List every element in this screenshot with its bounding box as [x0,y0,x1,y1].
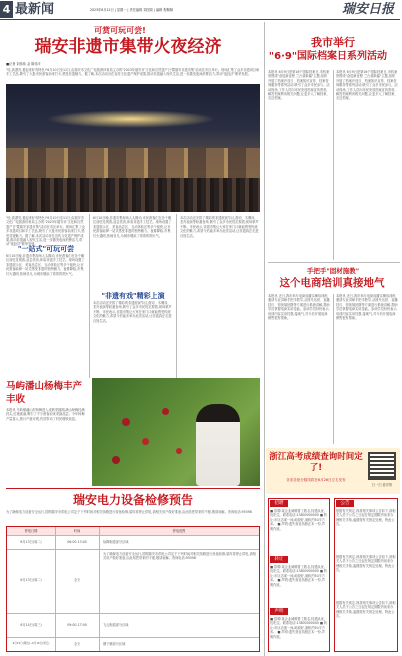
story-column-2a: 6月10日晚,非遗市集现场人头攒动,市民游客们在各个摊位前驻足观看,品尝美食,体验非遗手工技艺。现场设置了非遗展示区、美食品尝区、互动体验区等多个板块,让市民游客能够一站式感受非遗的独特魅力。夜幕降临,市集灯火通明,热闹非凡,为城市增添了浓浓的烟火气。 [93,216,172,238]
page-header [0,0,400,20]
archives-headline-2: "6·9"国际档案日系列活动 [268,51,388,62]
table-row [7,637,259,651]
classifieds-title: 招聘 [270,500,288,507]
row-time: 全天 [73,578,81,582]
night-market-photo [6,84,260,212]
story-column-1a: "哇,真漂亮,看起来好有特色!"6月10日至11日,由瑞安市文化广电旅游体育局主办的"2023年瑞安市'文化和自然遗产日'暨瑞安非遗市集"活动在市区举行。现场汇集了众多非遗项目和手工艺品,吸引了大批市民游客前来打卡,感受非遗魅力。据了解,本次活动旨在宣传文化遗产保护成果,推动非遗融入现代生活,进一步激发夜间消费活力,带动"夜经济"繁荣发展。 [6,216,85,247]
row-range: 飞云街道部分区域 [103,623,129,627]
header-rule [0,19,400,20]
outage-table [6,526,260,652]
photo-fruit-cluster [112,456,120,464]
qr-caption: 扫一扫 看详情 [371,483,393,487]
photo-fruit-cluster [162,408,169,415]
archives-headline-1: 我市举行 [311,36,355,49]
photo-stalls [6,148,260,178]
table-row [7,535,259,549]
photo-fruit-cluster [142,438,149,445]
notices-body: 根据有关规定,现将相关事项公告如下,请相关人员于公告之日起在规定期限内前来办理相关手续,逾期按有关规定处理。特此公告。 [336,509,396,527]
story-column-1b: 6月10日晚,非遗市集现场人头攒动,市民游客们在各个摊位前驻足观看,品尝美食,体验非遗手工技艺。现场设置了非遗展示区、美食品尝区、互动体验区等多个板块,让市民游客能够一站式感受非遗的独特魅力。夜幕降临,市集灯火通明,热闹非凡,为城市增添了浓浓的烟火气。 [6,254,85,276]
photo-woman-figure [196,404,240,486]
table-header-range: 停电范围 [172,529,186,533]
ecommerce-headline: 这个电商培训真接地气 [279,277,385,289]
column-divider [89,214,90,378]
story-lead: "哇,真漂亮,看起来好有特色!"6月10日至11日,由瑞安市文化广电旅游体育局主办的"2023年瑞安市'文化和自然遗产日'暨瑞安非遗市集"活动在市区举行。现场汇集了众多非遗项目和手工艺品,吸引了大批市民游客前来打卡,感受非遗魅力。据了解,本次活动旨在宣传文化遗产保护成果,推动非遗融入现代生活,进一步激发夜间消费活力,带动"夜经济"繁荣发展。 [6,68,260,77]
archives-column-2: 本报讯 6月9日是第16个国际档案日,市档案馆围绕"奋进新征程 兰台谱新篇"主题,组织开展了档案开放日、档案知识宣传、档案咨询服务等系列活动,吸引了众多市民参与。活动现场,工作人员向市民发放档案宣传资料,解答档案利用相关问题,让更多人了解档案、走近档案。 [336,70,398,101]
section-title: 最新闻 [15,2,55,17]
masthead-logo: 瑞安日报 [341,2,394,17]
story-byline: ■记者 刘伟伟 金 陈伟平 [6,62,41,66]
row-date: 6月13日(周二) [20,578,42,582]
row-time: 09:00-17:00 [67,623,87,627]
ecommerce-kicker: 手把手"固材施教" [306,267,360,275]
bayberry-photo [92,378,260,486]
bayberry-headline: 马屿潘山杨梅丰产丰收 [6,381,83,405]
classifieds-body: ■ 招聘:某企业诚聘普工数名,待遇从优,包吃住。联系电话:13800000000 ■ 转让:市区店面一间,地段好,面积约50平方米。 ■ 声明:遗失营业执照正本一份,声明作废。 [270,509,328,531]
subhead-heritage-show: "非遗有戏"精彩上演 [101,292,165,300]
row-time: 全天 [73,642,81,646]
exam-headline: 浙江高考成绩查询时间定了! [269,452,363,473]
row-time: 06:00-13:00 [67,540,87,544]
table-header-row [7,527,259,535]
section-rule [6,488,260,489]
date-line: 2023年6月12日 | 星期一 | 责任编辑 刘国周 | 编辑 程佩佩 [90,8,173,12]
column-divider [333,70,334,260]
notices-body: 根据有关规定,现将相关事项公告如下,请相关人员于公告之日起在规定期限内前来办理相关手续,逾期按有关规定处理。特此公告。 [336,601,396,619]
qr-code-icon [368,452,396,480]
table-header-date: 停电日期 [24,529,38,533]
row-range: 仙降街道部分区域 [103,540,129,544]
exam-subheadline: 各类各批分数线将在6月26日左右发布 [286,478,346,482]
row-range: 塘下镇部分区域 [103,642,126,646]
bayberry-body: 本报讯 马屿镇潘山村杨梅进入成熟采摘期,满山杨梅挂满枝头,红艳欲滴,吸引了不少游客前来采摘品尝。今年杨梅产量喜人,预计产值可观,有效带动了村民增收致富。 [6,408,85,421]
row-date: 6月14日(周三) [20,623,42,627]
section-rule [268,262,400,263]
photo-fruit-cluster [122,418,130,426]
table-row [7,549,259,613]
row-date: 6月15日(周四)~6月16日(周五) [12,642,50,645]
page-number-badge: 4 [0,1,13,18]
classifieds-body: ■ 招聘:某企业诚聘普工数名,待遇从优,包吃住。联系电话:13800000000 ■ 转让:市区店面一间,地段好,面积约50平方米。 ■ 声明:遗失营业执照正本一份,声明作废。 [270,565,328,587]
story-kicker: 可赏可玩可尝! [94,26,146,35]
column-divider [333,294,334,444]
ecommerce-column-1: 本报讯 近日,我市举办电商直播实操培训班,邀请专业讲师手把手教学,从账号运营、直播技巧、短视频拍摄等方面进行系统讲解,帮助学员掌握电商实用技能。参训学员纷纷表示,培训内容实用性强,接地气,对今后开展电商销售很有帮助。 [268,294,330,321]
archives-column-1: 本报讯 6月9日是第16个国际档案日,市档案馆围绕"奋进新征程 兰台谱新篇"主题,组织开展了档案开放日、档案知识宣传、档案咨询服务等系列活动,吸引了众多市民参与。活动现场,工作人员向市民发放档案宣传资料,解答档案利用相关问题,让更多人了解档案、走近档案。 [268,70,330,101]
classifieds-body: ■ 招聘:某企业诚聘普工数名,待遇从优,包吃住。联系电话:13800000000 ■ 转让:市区店面一间,地段好,面积约50平方米。 ■ 声明:遗失营业执照正本一份,声明作废。 [270,617,328,639]
subhead-one-stop: "一站式"可玩可尝 [17,245,75,253]
story-column-2b: 本次活动还安排了精彩的非遗展演节目,鼓词、木偶戏、龙舟表演等轮番登场,吸引了众多市民驻足观看,现场掌声不断。市民表示,非遗市集让大家在家门口就能感受传统文化的魅力,希望今后能多举办此类活动,让非遗真正走进百姓生活。 [93,301,172,323]
notices-title: 公告 [336,500,354,507]
row-range: 为了确保电力设备安全运行,国网瑞安市供电公司定于下列时间对相关线路进行设备检修,届时将停止供电,请相关用户做好准备,由此给您带来的不便,敬请谅解。咨询电话:95598 [103,552,256,561]
photo-fruit-cluster [176,448,182,454]
classifieds-title: 声明 [270,608,288,615]
power-intro: 为了确保电力设备安全运行,国网瑞安市供电公司定于下列时间对相关线路进行设备检修,届时将停止供电,请相关用户做好准备,由此给您带来的不便,敬请谅解。咨询电话:95598 [6,510,252,514]
photo-stage-lights [46,110,216,128]
table-header-time: 时间 [73,529,81,533]
column-divider [264,22,265,656]
ecommerce-column-2: 本报讯 近日,我市举办电商直播实操培训班,邀请专业讲师手把手教学,从账号运营、直播技巧、短视频拍摄等方面进行系统讲解,帮助学员掌握电商实用技能。参训学员纷纷表示,培训内容实用性强,接地气,对今后开展电商销售很有帮助。 [336,294,398,321]
power-headline: 瑞安电力设备检修预告 [72,493,193,507]
story-column-3: 本次活动还安排了精彩的非遗展演节目,鼓词、木偶戏、龙舟表演等轮番登场,吸引了众多市民驻足观看,现场掌声不断。市民表示,非遗市集让大家在家门口就能感受传统文化的魅力,希望今后能多举办此类活动,让非遗真正走进百姓生活。 [180,216,259,238]
story-headline: 瑞安非遗市集带火夜经济 [34,37,222,57]
row-date: 6月13日(周二) [20,540,42,544]
photo-crowd [6,178,260,212]
table-row [7,613,259,637]
notices-body: 根据有关规定,现将相关事项公告如下,请相关人员于公告之日起在规定期限内前来办理相关手续,逾期按有关规定处理。特此公告。 [336,555,396,573]
classifieds-title: 转让 [270,556,288,563]
